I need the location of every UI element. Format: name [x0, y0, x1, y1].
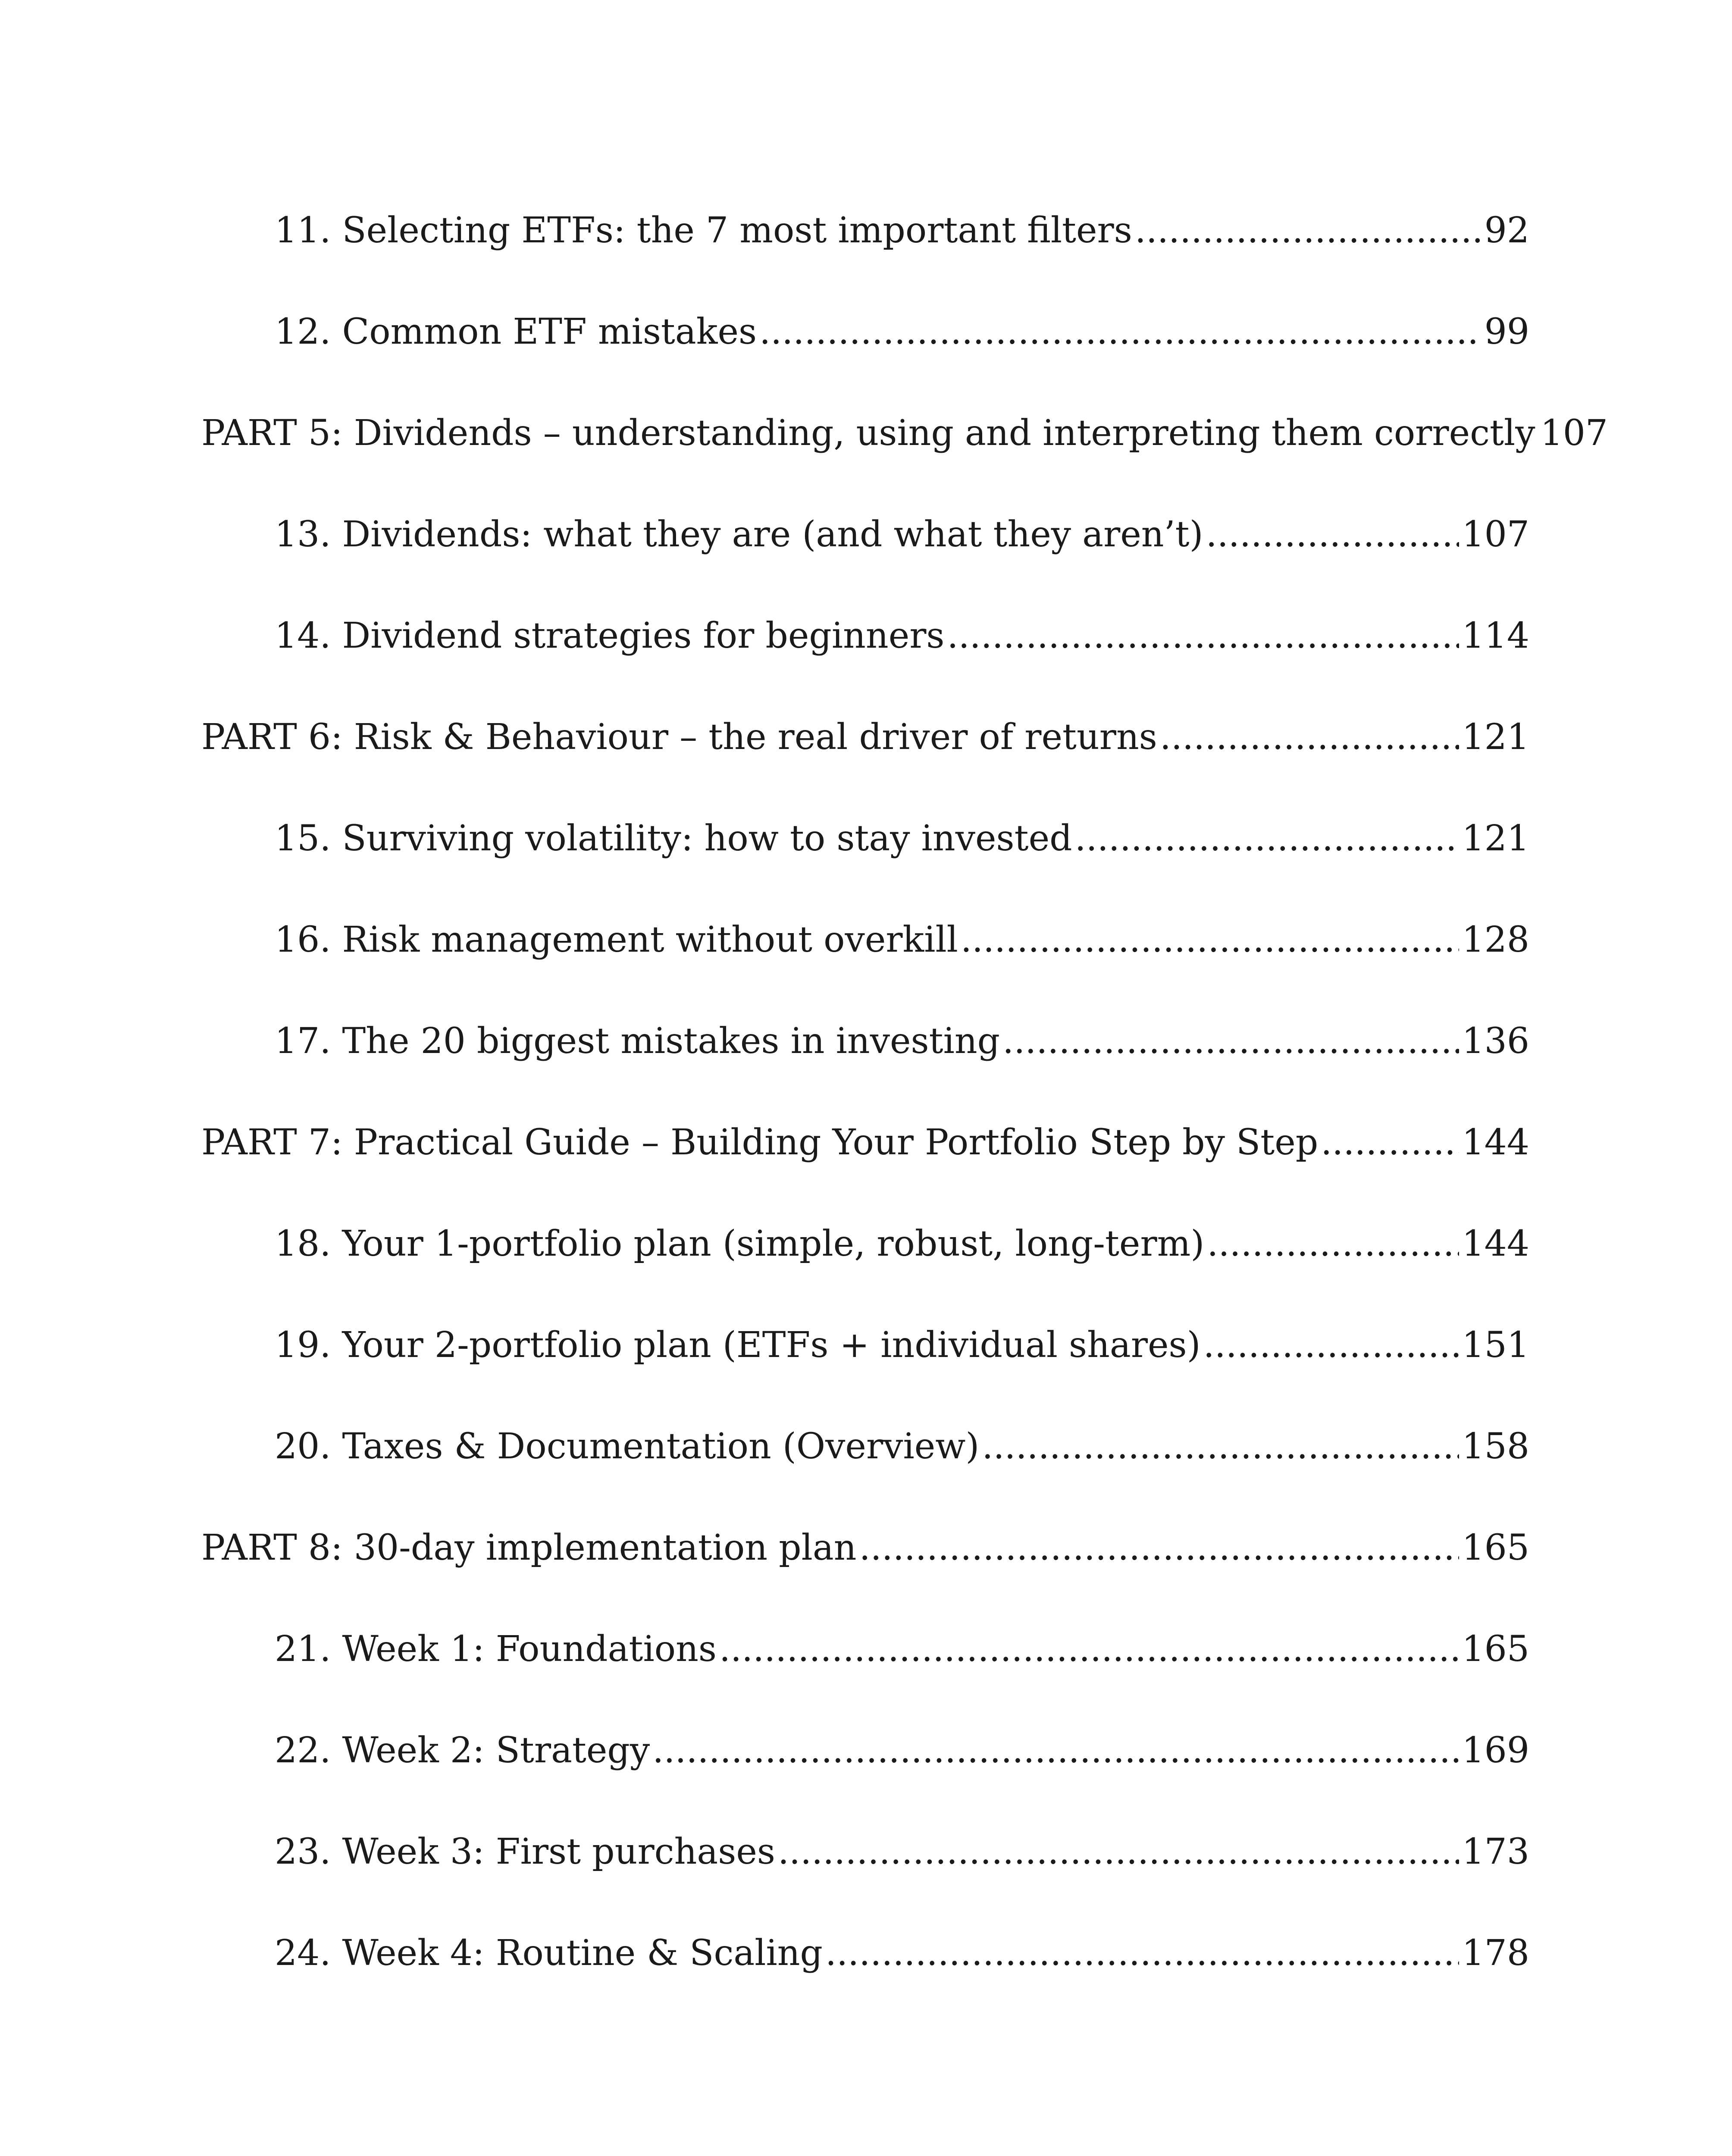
dot-leader [778, 1822, 1460, 1882]
toc-entry-chapter-11 [275, 201, 1529, 261]
toc-entry-part-8 [201, 1518, 1529, 1578]
dot-leader [1206, 505, 1460, 565]
toc-entry-chapter-19 [275, 1315, 1529, 1376]
toc-entry-title: 21. Week 1: Foundations [275, 1629, 717, 1670]
toc-entry-page-number: 144 [1462, 1223, 1529, 1264]
dot-leader [1002, 1011, 1459, 1072]
dot-leader [961, 910, 1460, 970]
toc-entry-part-5 [201, 403, 1608, 464]
toc-entry-title: 23. Week 3: First purchases [275, 1831, 775, 1872]
toc-entry-page-number: 165 [1462, 1527, 1529, 1568]
toc-entry-page-number: 121 [1462, 717, 1529, 758]
dot-leader [947, 606, 1460, 666]
toc-entry-page-number: 99 [1484, 311, 1529, 352]
toc-entry-page-number: 114 [1462, 615, 1529, 656]
dot-leader [859, 1518, 1460, 1578]
toc-entry-chapter-24 [275, 1923, 1529, 1984]
toc-entry-part-6 [201, 707, 1529, 768]
toc-entry-title: PART 6: Risk & Behaviour – the real driver of returns [201, 717, 1157, 758]
toc-entry-title: 18. Your 1-portfolio plan (simple, robust, long-term) [275, 1223, 1205, 1264]
dot-leader [759, 302, 1482, 362]
toc-entry-page-number: 128 [1462, 919, 1529, 960]
toc-entry-page-number: 107 [1540, 413, 1608, 454]
toc-entry-chapter-21 [275, 1619, 1529, 1680]
dot-leader [1203, 1315, 1460, 1376]
toc-entry-page-number: 173 [1462, 1831, 1529, 1872]
dot-leader [1321, 1112, 1459, 1173]
toc-entry-title: 20. Taxes & Documentation (Overview) [275, 1426, 980, 1467]
toc-entry-title: 12. Common ETF mistakes [275, 311, 757, 352]
toc-entry-title: 16. Risk management without overkill [275, 919, 958, 960]
toc-entry-part-7 [201, 1112, 1529, 1173]
toc-entry-chapter-17 [275, 1011, 1529, 1072]
toc-entry-title: 14. Dividend strategies for beginners [275, 615, 945, 656]
toc-entry-title: 17. The 20 biggest mistakes in investing [275, 1021, 1000, 1062]
toc-entry-chapter-22 [275, 1720, 1529, 1781]
toc-entry-page-number: 169 [1462, 1730, 1529, 1771]
dot-leader [1207, 1214, 1459, 1274]
toc-entry-title: PART 5: Dividends – understanding, using and interpreting them correctly [201, 413, 1535, 454]
dot-leader [1075, 808, 1460, 869]
toc-entry-title: PART 7: Practical Guide – Building Your Portfolio Step by Step [201, 1122, 1319, 1163]
toc-entry-title: 24. Week 4: Routine & Scaling [275, 1933, 823, 1974]
dot-leader [1135, 201, 1482, 261]
toc-entry-page-number: 158 [1462, 1426, 1529, 1467]
dot-leader [982, 1416, 1459, 1477]
toc-entry-title: PART 8: 30-day implementation plan [201, 1527, 857, 1568]
toc-entry-chapter-13 [275, 505, 1529, 565]
dot-leader [719, 1619, 1460, 1680]
toc-entry-chapter-12 [275, 302, 1529, 362]
toc-entry-title: 13. Dividends: what they are (and what they aren’t) [275, 514, 1203, 555]
toc-entry-title: 19. Your 2-portfolio plan (ETFs + individual shares) [275, 1325, 1201, 1366]
toc-entry-page-number: 144 [1462, 1122, 1529, 1163]
toc-entry-chapter-18 [275, 1214, 1529, 1274]
toc-entry-title: 11. Selecting ETFs: the 7 most important filters [275, 210, 1132, 251]
dot-leader [825, 1923, 1459, 1984]
toc-entry-chapter-20 [275, 1416, 1529, 1477]
toc-entry-chapter-15 [275, 808, 1529, 869]
toc-entry-chapter-23 [275, 1822, 1529, 1882]
toc-entry-page-number: 165 [1462, 1629, 1529, 1670]
toc-entry-title: 22. Week 2: Strategy [275, 1730, 650, 1771]
toc-entry-title: 15. Surviving volatility: how to stay invested [275, 818, 1072, 859]
dot-leader [652, 1720, 1459, 1781]
toc-entry-page-number: 136 [1462, 1021, 1529, 1062]
toc-entry-page-number: 151 [1462, 1325, 1529, 1366]
toc-entry-page-number: 121 [1462, 818, 1529, 859]
toc-entry-page-number: 107 [1462, 514, 1529, 555]
dot-leader [1160, 707, 1460, 768]
toc-entry-chapter-16 [275, 910, 1529, 970]
toc-entry-chapter-14 [275, 606, 1529, 666]
toc-entry-page-number: 92 [1484, 210, 1529, 251]
toc-entry-page-number: 178 [1462, 1933, 1529, 1974]
